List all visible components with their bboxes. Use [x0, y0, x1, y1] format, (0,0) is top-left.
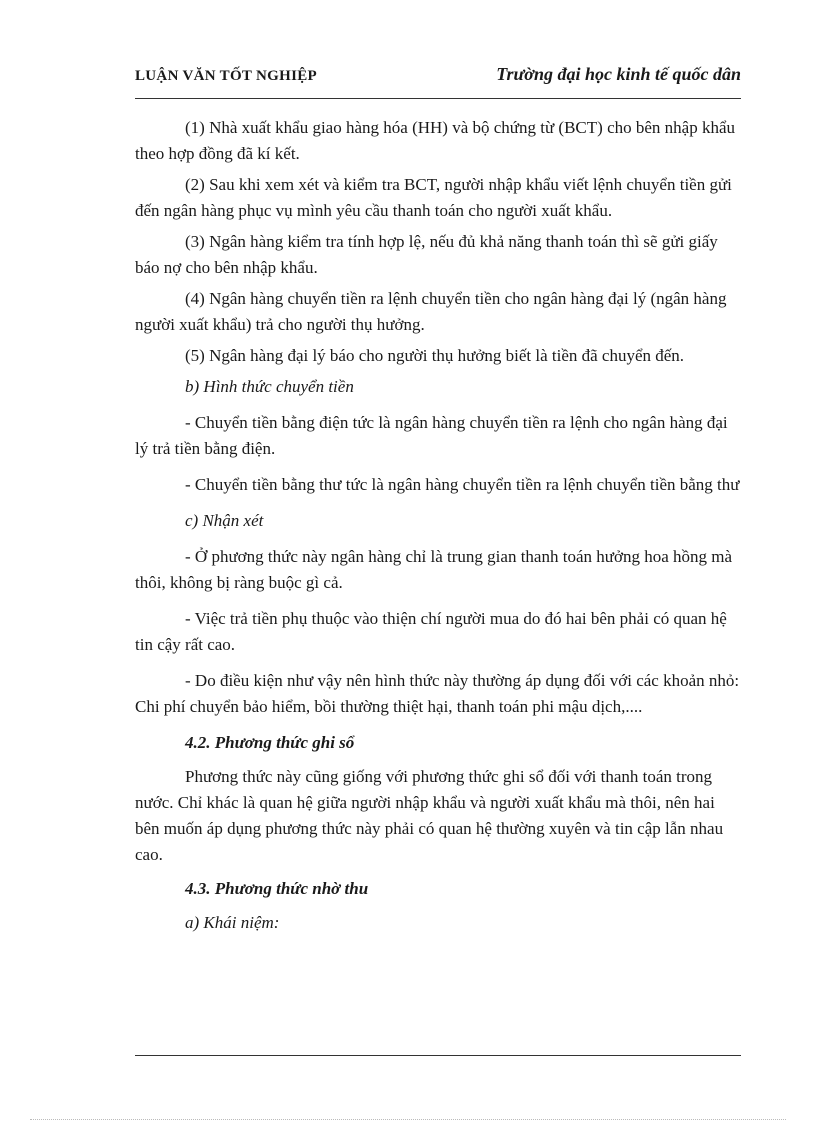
step-5: (5) Ngân hàng đại lý báo cho người thụ hưởng biết là tiền đã chuyển đến. — [185, 346, 685, 365]
subheading-remarks: c) Nhận xét — [185, 511, 264, 530]
header-thesis-label: LUẬN VĂN TỐT NGHIỆP — [135, 68, 317, 84]
bullet-remark-1: - Ở phương thức này ngân hàng chỉ là trung gian thanh toán hưởng hoa hồng mà thôi, không bị ràng buộc gì cả. — [135, 547, 733, 592]
section-4-2-paragraph: Phương thức này cũng giống với phương thức ghi sổ đối với thanh toán trong nước. Chỉ khác là quan hệ giữa người nhập khẩu và người xuất khẩu mà thôi, nên hai bên muốn áp dụng phương thức này phải có quan hệ thường xuyên và tin cập lẫn nhau cao. — [135, 767, 724, 864]
header-divider — [135, 98, 741, 99]
bullet-remark-3: - Do điều kiện như vậy nên hình thức này thường áp dụng đối với các khoản nhỏ: Chi phí chuyển bảo hiểm, bồi thường thiệt hại, thanh toán phi mậu dịch,.... — [135, 671, 740, 716]
bullet-remark-2: - Việc trả tiền phụ thuộc vào thiện chí người mua do đó hai bên phải có quan hệ tin cậy rất cao. — [135, 609, 727, 654]
page-body — [135, 115, 741, 946]
footer-divider — [135, 1055, 741, 1056]
subheading-concept: a) Khái niệm: — [185, 913, 280, 932]
header-university-name: Trường đại học kinh tế quốc dân — [496, 64, 741, 84]
section-heading-4-2: 4.2. Phương thức ghi sổ — [185, 733, 355, 752]
subheading-transfer-forms: b) Hình thức chuyển tiền — [185, 377, 354, 396]
bullet-wire-transfer: - Chuyển tiền bằng điện tức là ngân hàng chuyển tiền ra lệnh cho ngân hàng đại lý trả tiền bằng điện. — [135, 413, 728, 458]
step-1: (1) Nhà xuất khẩu giao hàng hóa (HH) và bộ chứng từ (BCT) cho bên nhập khẩu theo hợp đồng đã kí kết. — [135, 118, 736, 163]
section-heading-4-3: 4.3. Phương thức nhờ thu — [185, 879, 369, 898]
page-edge-dotted-line — [30, 1119, 786, 1120]
page-header — [135, 64, 741, 92]
bullet-mail-transfer: - Chuyển tiền bằng thư tức là ngân hàng chuyển tiền ra lệnh chuyển tiền bằng thư — [185, 475, 740, 494]
step-2: (2) Sau khi xem xét và kiểm tra BCT, người nhập khẩu viết lệnh chuyển tiền gửi đến ngân hàng phục vụ mình yêu cầu thanh toán cho người xuất khẩu. — [135, 175, 732, 220]
step-3: (3) Ngân hàng kiểm tra tính hợp lệ, nếu đủ khả năng thanh toán thì sẽ gửi giấy báo nợ cho bên nhập khẩu. — [135, 232, 718, 277]
step-4: (4) Ngân hàng chuyển tiền ra lệnh chuyển tiền cho ngân hàng đại lý (ngân hàng người xuất khẩu) trả cho người thụ hưởng. — [135, 289, 727, 334]
